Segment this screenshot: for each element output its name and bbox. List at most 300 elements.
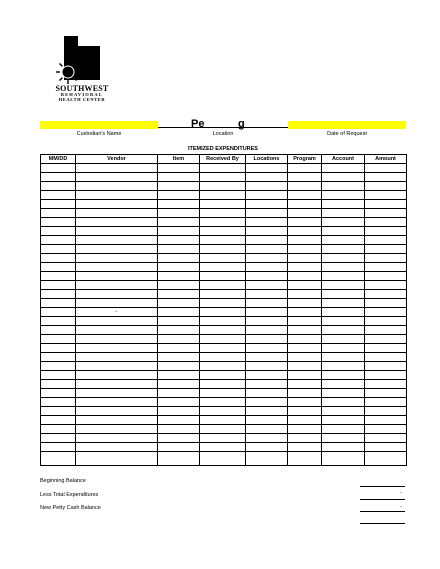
table-cell[interactable] [200, 227, 246, 236]
table-cell[interactable] [76, 236, 158, 245]
table-cell[interactable] [76, 200, 158, 209]
table-cell[interactable] [41, 299, 76, 308]
table-cell[interactable] [288, 263, 322, 272]
table-cell[interactable] [246, 200, 288, 209]
table-row [41, 452, 407, 466]
table-cell[interactable] [322, 425, 365, 434]
table-cell[interactable] [365, 344, 407, 353]
table-cell[interactable] [200, 326, 246, 335]
table-cell[interactable] [365, 281, 407, 290]
table-cell[interactable] [322, 443, 365, 452]
table-cell[interactable] [76, 407, 158, 416]
table-row [41, 254, 407, 263]
table-cell[interactable] [158, 218, 200, 227]
table-cell[interactable] [158, 254, 200, 263]
table-cell[interactable] [41, 380, 76, 389]
table-cell[interactable] [246, 308, 288, 317]
table-row [41, 173, 407, 182]
table-cell[interactable] [288, 164, 322, 173]
table-cell[interactable] [288, 236, 322, 245]
table-cell[interactable] [322, 353, 365, 362]
table-cell[interactable] [322, 281, 365, 290]
table-cell[interactable] [76, 263, 158, 272]
new-balance-label: New Petty Cash Balance [40, 505, 101, 511]
table-cell[interactable] [365, 173, 407, 182]
table-cell[interactable] [322, 236, 365, 245]
table-cell[interactable] [200, 425, 246, 434]
table-cell[interactable] [158, 317, 200, 326]
table-cell[interactable] [158, 362, 200, 371]
table-cell[interactable] [41, 443, 76, 452]
table-cell[interactable] [158, 236, 200, 245]
table-row [41, 326, 407, 335]
table-row [41, 407, 407, 416]
table-cell[interactable] [365, 254, 407, 263]
table-cell[interactable] [76, 245, 158, 254]
table-cell[interactable] [322, 263, 365, 272]
table-cell[interactable] [41, 200, 76, 209]
table-cell[interactable] [76, 173, 158, 182]
column-header: Item [158, 155, 200, 164]
table-cell[interactable] [246, 182, 288, 191]
table-cell[interactable] [288, 353, 322, 362]
table-cell[interactable] [322, 317, 365, 326]
table-cell[interactable] [158, 272, 200, 281]
table-cell[interactable] [365, 308, 407, 317]
table-cell[interactable] [288, 182, 322, 191]
table-cell[interactable] [246, 227, 288, 236]
table-cell[interactable] [246, 434, 288, 443]
table-cell[interactable] [322, 182, 365, 191]
table-cell[interactable] [322, 209, 365, 218]
table-cell[interactable] [41, 263, 76, 272]
table-cell[interactable] [76, 272, 158, 281]
table-cell[interactable] [365, 200, 407, 209]
table-cell[interactable] [246, 344, 288, 353]
table-cell[interactable] [246, 407, 288, 416]
table-cell[interactable] [246, 263, 288, 272]
table-cell[interactable] [246, 425, 288, 434]
table-cell[interactable] [288, 308, 322, 317]
table-cell[interactable] [41, 281, 76, 290]
table-cell[interactable] [41, 272, 76, 281]
table-cell[interactable] [288, 398, 322, 407]
custodian-name-field[interactable] [40, 121, 158, 129]
table-cell[interactable] [76, 416, 158, 425]
table-cell[interactable] [76, 434, 158, 443]
table-cell[interactable] [200, 182, 246, 191]
table-cell[interactable] [200, 245, 246, 254]
table-cell[interactable] [246, 254, 288, 263]
table-row [41, 335, 407, 344]
section-title: ITEMIZED EXPENDITURES [188, 146, 258, 152]
table-cell[interactable] [76, 389, 158, 398]
table-cell[interactable] [200, 335, 246, 344]
table-cell[interactable] [158, 371, 200, 380]
table-cell[interactable] [76, 254, 158, 263]
table-cell[interactable] [288, 452, 322, 466]
table-cell[interactable] [200, 164, 246, 173]
page-title [160, 117, 286, 131]
table-cell[interactable] [76, 191, 158, 200]
table-cell[interactable] [322, 254, 365, 263]
table-cell[interactable] [246, 353, 288, 362]
new-balance-field[interactable] [360, 511, 405, 512]
table-cell[interactable] [158, 425, 200, 434]
table-cell[interactable] [158, 173, 200, 182]
table-cell[interactable] [41, 164, 76, 173]
table-cell[interactable] [158, 452, 200, 466]
table-cell[interactable] [322, 290, 365, 299]
table-cell[interactable] [158, 182, 200, 191]
table-cell[interactable] [41, 227, 76, 236]
table-cell[interactable] [288, 290, 322, 299]
table-cell[interactable] [365, 371, 407, 380]
table-cell[interactable] [365, 299, 407, 308]
table-cell[interactable] [200, 317, 246, 326]
table-cell[interactable] [41, 452, 76, 466]
table-cell[interactable] [41, 317, 76, 326]
table-cell[interactable] [246, 164, 288, 173]
table-cell[interactable] [365, 218, 407, 227]
table-cell[interactable] [76, 290, 158, 299]
table-row [41, 191, 407, 200]
table-cell[interactable] [41, 416, 76, 425]
table-cell[interactable] [158, 263, 200, 272]
beginning-balance-label: Beginning Balance [40, 478, 86, 484]
table-body [41, 164, 407, 466]
table-cell[interactable] [158, 389, 200, 398]
table-cell[interactable] [246, 272, 288, 281]
table-cell[interactable] [200, 272, 246, 281]
table-cell[interactable] [246, 299, 288, 308]
table-cell[interactable] [158, 407, 200, 416]
table-cell[interactable] [365, 407, 407, 416]
table-cell[interactable] [365, 263, 407, 272]
table-cell[interactable] [76, 344, 158, 353]
logo-building-right [78, 46, 100, 80]
table-cell[interactable] [322, 416, 365, 425]
table-cell[interactable] [41, 335, 76, 344]
table-cell[interactable] [288, 380, 322, 389]
table-cell[interactable] [322, 308, 365, 317]
table-cell[interactable] [288, 389, 322, 398]
table-cell[interactable] [158, 227, 200, 236]
location-field-line[interactable] [158, 127, 288, 128]
table-cell[interactable] [158, 308, 200, 317]
table-cell[interactable] [365, 326, 407, 335]
table-cell[interactable] [41, 191, 76, 200]
table-cell[interactable] [200, 389, 246, 398]
table-cell[interactable] [288, 200, 322, 209]
table-cell[interactable] [246, 416, 288, 425]
location-label: Location [212, 131, 234, 137]
table-cell[interactable] [200, 254, 246, 263]
table-cell[interactable] [288, 335, 322, 344]
table-cell[interactable] [322, 398, 365, 407]
table-cell[interactable] [200, 191, 246, 200]
table-cell[interactable] [41, 182, 76, 191]
table-cell[interactable] [41, 434, 76, 443]
table-cell[interactable] [41, 407, 76, 416]
table-cell[interactable] [365, 452, 407, 466]
table-cell[interactable] [365, 362, 407, 371]
table-row [41, 281, 407, 290]
table-cell[interactable] [158, 281, 200, 290]
table-cell[interactable] [76, 362, 158, 371]
table-cell[interactable] [200, 407, 246, 416]
table-cell[interactable] [158, 434, 200, 443]
table-cell[interactable] [288, 191, 322, 200]
table-cell[interactable] [246, 173, 288, 182]
table-cell[interactable] [322, 173, 365, 182]
table-cell[interactable] [41, 389, 76, 398]
table-cell[interactable] [365, 290, 407, 299]
table-cell[interactable] [246, 317, 288, 326]
table-cell[interactable] [41, 362, 76, 371]
table-cell[interactable] [365, 272, 407, 281]
table-cell[interactable] [158, 443, 200, 452]
table-cell[interactable] [200, 200, 246, 209]
table-cell[interactable] [76, 380, 158, 389]
table-cell[interactable] [158, 380, 200, 389]
table-cell[interactable] [76, 182, 158, 191]
table-cell[interactable] [322, 299, 365, 308]
table-cell[interactable] [41, 290, 76, 299]
table-cell[interactable] [246, 326, 288, 335]
table-cell[interactable] [365, 425, 407, 434]
table-cell[interactable] [322, 434, 365, 443]
table-cell[interactable] [365, 182, 407, 191]
table-cell[interactable] [288, 407, 322, 416]
table-cell[interactable] [76, 425, 158, 434]
table-cell[interactable] [200, 362, 246, 371]
table-cell[interactable] [365, 380, 407, 389]
table-row [41, 434, 407, 443]
table-cell[interactable] [288, 254, 322, 263]
table-cell[interactable] [365, 317, 407, 326]
table-cell[interactable] [246, 245, 288, 254]
table-cell[interactable] [76, 335, 158, 344]
table-row [41, 398, 407, 407]
table-cell[interactable] [158, 191, 200, 200]
table-cell[interactable] [41, 173, 76, 182]
table-cell[interactable] [200, 308, 246, 317]
table-cell[interactable] [288, 281, 322, 290]
table-cell[interactable] [365, 443, 407, 452]
table-cell[interactable] [76, 218, 158, 227]
table-cell[interactable] [288, 272, 322, 281]
table-cell[interactable] [41, 245, 76, 254]
table-cell[interactable] [76, 452, 158, 466]
table-cell[interactable] [322, 380, 365, 389]
table-cell[interactable] [322, 218, 365, 227]
table-cell[interactable] [322, 362, 365, 371]
table-cell[interactable] [76, 326, 158, 335]
table-cell[interactable] [288, 317, 322, 326]
table-row [41, 416, 407, 425]
table-cell[interactable] [322, 335, 365, 344]
table-cell[interactable] [246, 389, 288, 398]
table-cell[interactable] [288, 371, 322, 380]
table-cell[interactable] [246, 290, 288, 299]
table-cell[interactable] [246, 452, 288, 466]
table-cell[interactable] [322, 389, 365, 398]
table-cell[interactable] [76, 371, 158, 380]
table-cell[interactable] [41, 308, 76, 317]
table-cell[interactable] [246, 218, 288, 227]
table-cell[interactable] [288, 434, 322, 443]
table-cell[interactable] [246, 335, 288, 344]
table-cell[interactable] [322, 245, 365, 254]
date-of-request-field[interactable] [288, 121, 406, 129]
table-cell[interactable] [322, 164, 365, 173]
table-cell[interactable] [365, 209, 407, 218]
table-cell[interactable] [41, 254, 76, 263]
table-cell[interactable] [158, 344, 200, 353]
table-cell[interactable] [200, 452, 246, 466]
table-cell[interactable] [200, 416, 246, 425]
less-total-value: - [400, 490, 402, 496]
table-cell[interactable] [158, 416, 200, 425]
table-cell[interactable] [41, 398, 76, 407]
table-cell[interactable] [288, 218, 322, 227]
table-cell[interactable] [41, 209, 76, 218]
column-header: Vendor [76, 155, 158, 164]
custodian-name-label: Custodian's Name [76, 131, 122, 137]
table-cell[interactable] [200, 443, 246, 452]
table-cell[interactable] [41, 236, 76, 245]
table-cell[interactable] [200, 371, 246, 380]
table-cell[interactable] [200, 344, 246, 353]
table-cell[interactable] [158, 326, 200, 335]
table-cell[interactable] [288, 344, 322, 353]
table-cell[interactable] [41, 425, 76, 434]
table-cell[interactable] [322, 407, 365, 416]
table-cell[interactable] [200, 263, 246, 272]
beginning-balance-field[interactable] [360, 486, 405, 487]
table-cell[interactable] [76, 317, 158, 326]
table-cell[interactable] [158, 209, 200, 218]
table-row [41, 353, 407, 362]
table-cell[interactable] [365, 335, 407, 344]
table-cell[interactable] [246, 371, 288, 380]
table-cell[interactable] [246, 236, 288, 245]
table-cell[interactable] [158, 245, 200, 254]
table-cell[interactable] [288, 245, 322, 254]
table-cell[interactable] [246, 362, 288, 371]
table-cell[interactable] [246, 443, 288, 452]
org-name-line2: BEHAVIORAL [60, 92, 104, 97]
table-cell[interactable] [158, 290, 200, 299]
table-cell[interactable] [246, 191, 288, 200]
table-cell[interactable] [158, 335, 200, 344]
less-total-field[interactable] [360, 499, 405, 500]
table-cell[interactable] [365, 353, 407, 362]
table-cell[interactable] [365, 164, 407, 173]
table-cell[interactable] [322, 272, 365, 281]
table-cell[interactable] [76, 398, 158, 407]
table-cell[interactable] [158, 164, 200, 173]
table-cell[interactable] [365, 434, 407, 443]
table-cell[interactable] [322, 452, 365, 466]
table-cell[interactable] [158, 299, 200, 308]
table-cell[interactable] [322, 326, 365, 335]
table-cell[interactable] [288, 443, 322, 452]
table-cell[interactable] [365, 416, 407, 425]
table-cell[interactable] [246, 380, 288, 389]
table-row [41, 272, 407, 281]
table-cell[interactable] [158, 398, 200, 407]
table-cell[interactable] [200, 290, 246, 299]
table-cell[interactable] [200, 353, 246, 362]
table-cell[interactable] [288, 326, 322, 335]
table-cell[interactable] [200, 173, 246, 182]
table-cell[interactable] [322, 344, 365, 353]
table-cell[interactable] [288, 209, 322, 218]
table-cell[interactable] [76, 209, 158, 218]
table-cell[interactable] [200, 398, 246, 407]
table-cell[interactable] [288, 299, 322, 308]
table-cell[interactable] [246, 281, 288, 290]
column-header: Program [288, 155, 322, 164]
table-cell[interactable] [200, 434, 246, 443]
table-cell[interactable] [365, 245, 407, 254]
table-cell[interactable] [200, 218, 246, 227]
table-cell[interactable] [41, 353, 76, 362]
table-cell[interactable] [288, 425, 322, 434]
table-cell[interactable] [158, 200, 200, 209]
table-cell[interactable] [76, 353, 158, 362]
table-cell[interactable] [41, 371, 76, 380]
table-cell[interactable] [365, 227, 407, 236]
table-cell[interactable] [76, 443, 158, 452]
table-cell[interactable] [322, 371, 365, 380]
table-cell[interactable] [76, 281, 158, 290]
table-cell[interactable] [41, 218, 76, 227]
table-cell[interactable] [76, 299, 158, 308]
table-cell[interactable] [246, 209, 288, 218]
table-cell[interactable] [365, 389, 407, 398]
table-cell[interactable] [200, 236, 246, 245]
table-cell[interactable] [41, 326, 76, 335]
table-row [41, 371, 407, 380]
table-cell[interactable] [288, 362, 322, 371]
table-cell[interactable] [41, 344, 76, 353]
table-cell[interactable] [288, 416, 322, 425]
table-cell[interactable] [76, 227, 158, 236]
table-cell[interactable]: - [76, 308, 158, 317]
table-cell[interactable] [158, 353, 200, 362]
table-row [41, 443, 407, 452]
table-cell[interactable] [200, 380, 246, 389]
table-cell[interactable] [76, 164, 158, 173]
table-cell[interactable] [200, 281, 246, 290]
table-cell[interactable] [322, 191, 365, 200]
table-cell[interactable] [288, 173, 322, 182]
table-cell[interactable] [365, 236, 407, 245]
table-cell[interactable] [200, 209, 246, 218]
table-cell[interactable] [288, 227, 322, 236]
table-cell[interactable] [246, 398, 288, 407]
table-cell[interactable] [322, 200, 365, 209]
table-cell[interactable] [322, 227, 365, 236]
new-balance-value: - [400, 504, 402, 510]
table-cell[interactable] [365, 191, 407, 200]
table-cell[interactable] [200, 299, 246, 308]
footer-rule [360, 523, 405, 524]
table-cell[interactable] [365, 398, 407, 407]
